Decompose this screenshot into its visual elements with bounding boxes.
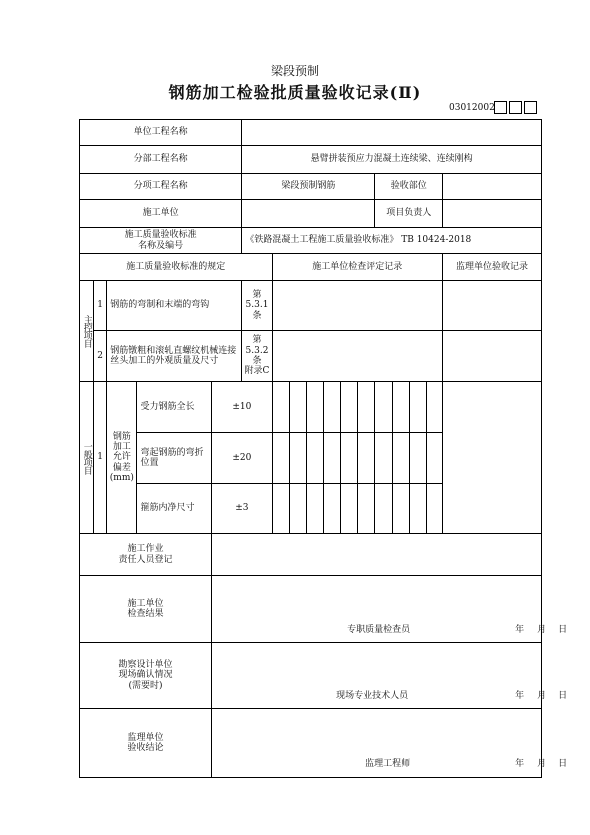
measure-cell[interactable] [409,382,426,433]
form-title: 钢筋加工检验批质量验收记录(Ⅱ) [168,83,422,102]
construction-record-header: 施工单位检查评定记录 [272,254,442,281]
main-item-record[interactable] [272,331,442,382]
measure-cell[interactable] [306,484,323,534]
main-item-desc: 钢筋的弯制和末端的弯钩 [107,281,242,331]
constructor-value[interactable] [242,200,375,228]
measure-cell[interactable] [272,382,289,433]
standard-label [80,228,242,254]
measure-cell[interactable] [341,484,358,534]
measure-cell[interactable] [358,433,375,484]
check-result-line-2: 检查结果 [127,609,164,619]
measure-cell[interactable] [375,433,392,484]
general-group [80,382,94,534]
measure-cell[interactable] [426,382,442,433]
project-manager-label: 项目负责人 [375,200,443,228]
measure-cell[interactable] [392,433,409,484]
measure-cell[interactable] [324,382,341,433]
general-row-tol: ±20 [212,433,273,484]
general-row-tol: ±3 [212,484,273,534]
code-box-2[interactable] [509,101,522,114]
acceptance-part-label: 验收部位 [375,174,443,200]
measure-cell[interactable] [289,433,306,484]
form-code: 03012002 [449,103,495,113]
general-label: 一般项目 [81,441,92,474]
site-engineer-label: 现场专业技术人员 [336,691,409,701]
design-confirm-line-2: 现场确认情况 [118,670,173,681]
supervisor-label: 监理工程师 [365,759,411,769]
measure-cell[interactable] [375,484,392,534]
main-item-ref: 第5.3.1条 [242,281,272,331]
spec-header: 施工质量验收标准的规定 [80,254,273,281]
check-result-label [80,576,212,643]
standard-label-line-2: 名称及编号 [138,240,184,251]
measure-cell[interactable] [426,484,442,534]
design-confirm-line-3: (需要时) [128,680,163,691]
item-project-value[interactable]: 梁段预制钢筋 [242,174,375,200]
supervision-conclusion-area[interactable] [212,709,568,778]
day-label: 日 [558,759,568,769]
acceptance-table [79,119,568,778]
main-item-no: 1 [94,281,107,331]
day-label: 日 [558,625,568,635]
supervision-record-header: 监理单位验收记录 [443,254,542,281]
measure-cell[interactable] [324,433,341,484]
measure-cell[interactable] [306,433,323,484]
measure-cell[interactable] [289,484,306,534]
main-item-no: 2 [94,331,107,382]
form-subtitle: 梁段预制 [270,64,319,78]
year-label: 年 [515,625,525,635]
design-confirm-label [80,643,212,709]
month-label: 月 [537,759,547,769]
check-result-area[interactable] [212,576,568,643]
measure-cell[interactable] [392,484,409,534]
year-label: 年 [515,691,525,701]
code-box-3[interactable] [524,101,537,114]
general-item-no: 1 [94,382,107,534]
general-row-desc: 弯起钢筋的弯折位置 [137,433,212,484]
quality-inspector-label: 专职质量检查员 [347,625,411,635]
constructor-label: 施工单位 [80,200,242,228]
main-item-ref-line-1: 第5.3.2条 [245,335,269,366]
supervision-conclusion-line-1: 监理单位 [127,732,164,743]
worker-register-line-1: 施工作业 [127,544,164,555]
main-item-ref-line-2: 附录C [244,366,270,377]
month-label: 月 [537,691,547,701]
measure-cell[interactable] [341,382,358,433]
general-sub-label: 钢筋加工允许偏差(mm) [107,382,137,534]
measure-cell[interactable] [341,433,358,484]
general-row-tol: ±10 [212,382,273,433]
unit-project-value[interactable] [242,120,542,146]
design-confirm-line-1: 勘察设计单位 [118,659,173,670]
measure-cell[interactable] [324,484,341,534]
year-label: 年 [515,759,525,769]
measure-cell[interactable] [392,382,409,433]
measure-cell[interactable] [426,433,442,484]
item-project-label: 分项工程名称 [80,174,242,200]
general-row-desc: 受力钢筋全长 [137,382,212,433]
design-confirm-area[interactable] [212,643,568,709]
sub-project-label: 分部工程名称 [80,146,242,174]
worker-register-value[interactable] [212,534,542,576]
main-item-record[interactable] [272,281,442,331]
main-item-desc: 钢筋镦粗和滚轧直螺纹机械连接丝头加工的外观质量及尺寸 [107,331,242,382]
measure-cell[interactable] [272,433,289,484]
measure-cell[interactable] [409,484,426,534]
general-row-desc: 箍筋内净尺寸 [137,484,212,534]
general-supervision[interactable] [443,382,542,534]
worker-register-line-2: 责任人员登记 [118,554,173,565]
main-control-group [80,281,94,382]
standard-value: 《铁路混凝土工程施工质量验收标准》 TB 10424-2018 [242,228,542,254]
acceptance-part-value[interactable] [443,174,542,200]
measure-cell[interactable] [306,382,323,433]
measure-cell[interactable] [358,484,375,534]
month-label: 月 [537,625,547,635]
main-item-ref [242,331,272,382]
measure-cell[interactable] [272,484,289,534]
day-label: 日 [558,691,568,701]
code-box-1[interactable] [494,101,507,114]
standard-label-line-1: 施工质量验收标准 [124,230,197,241]
measure-cell[interactable] [289,382,306,433]
project-manager-value[interactable] [443,200,542,228]
sub-project-value[interactable]: 悬臂拼装预应力混凝土连续梁、连续刚构 [242,146,542,174]
measure-cell[interactable] [358,382,375,433]
supervision-conclusion-line-2: 验收结论 [127,743,164,753]
unit-project-label: 单位工程名称 [80,120,242,146]
measure-cell[interactable] [409,433,426,484]
check-result-line-1: 施工单位 [127,598,164,609]
supervision-conclusion-label [80,709,212,778]
measure-cell[interactable] [375,382,392,433]
worker-register-label [80,534,212,576]
main-control-label: 主控项目 [81,315,92,347]
main-item-supervision[interactable] [443,331,542,382]
main-item-supervision[interactable] [443,281,542,331]
